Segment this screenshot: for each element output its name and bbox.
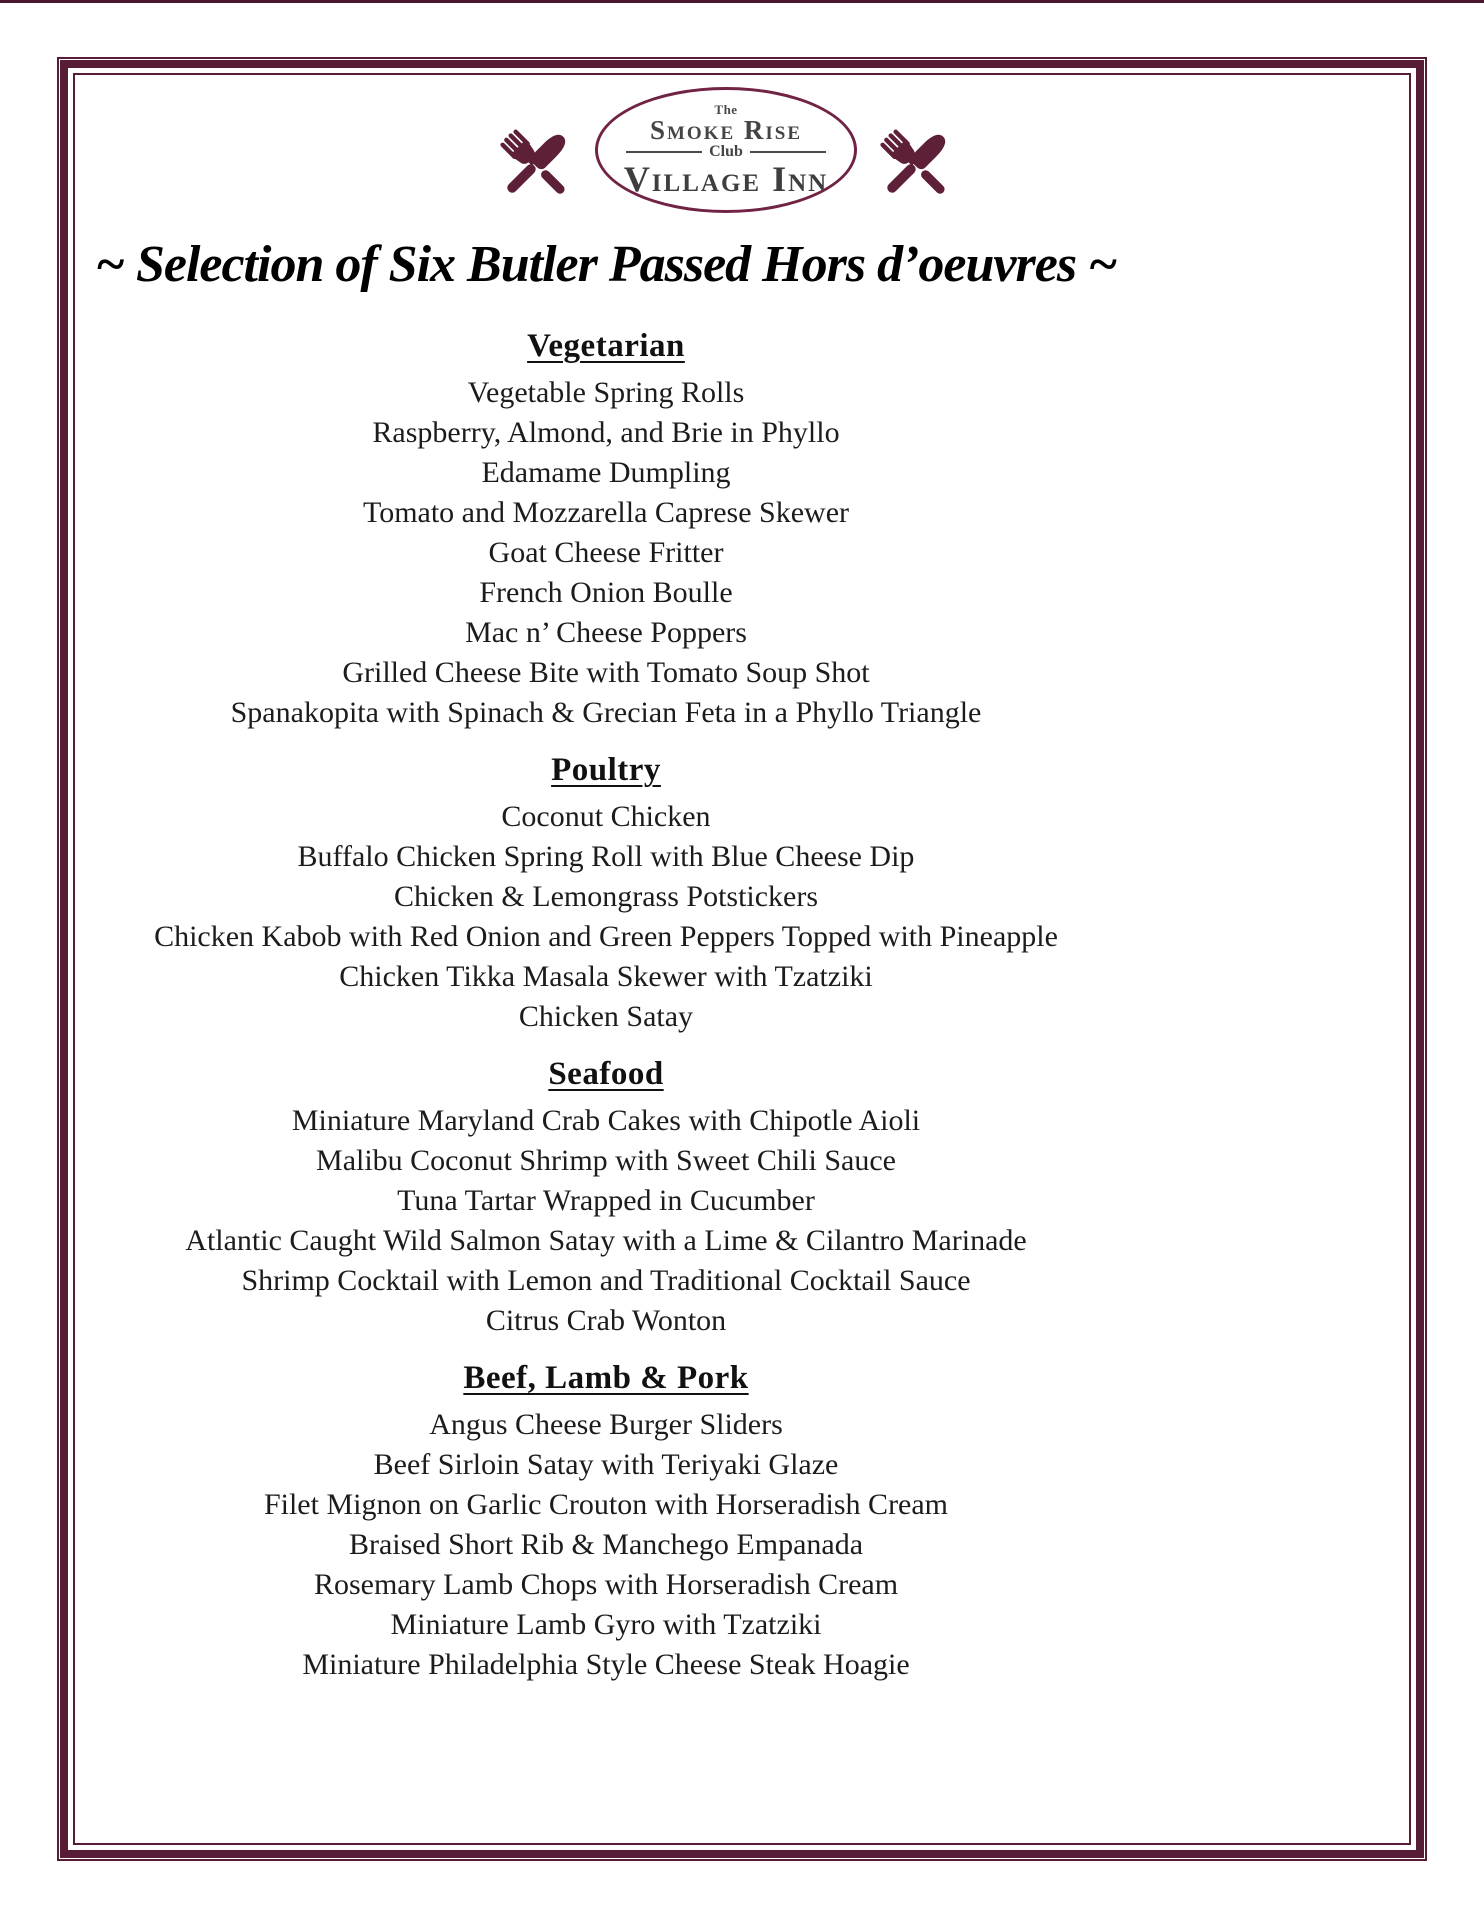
page-title: ~ Selection of Six Butler Passed Hors d’oeuvres ~ bbox=[95, 236, 1117, 293]
menu-item: Buffalo Chicken Spring Roll with Blue Cheese Dip bbox=[297, 840, 915, 873]
menu-body bbox=[75, 233, 1137, 1685]
menu-item: Malibu Coconut Shrimp with Sweet Chili Sauce bbox=[316, 1144, 896, 1177]
decorative-border-band bbox=[60, 60, 1424, 1858]
page-top-edge-line bbox=[0, 0, 1484, 3]
section-items bbox=[75, 797, 1137, 1037]
menu-item: Beef Sirloin Satay with Teriyaki Glaze bbox=[373, 1448, 839, 1481]
menu-item: Goat Cheese Fritter bbox=[488, 536, 724, 569]
menu-item: Mac n’ Cheese Poppers bbox=[465, 616, 747, 649]
club-logo-oval bbox=[595, 87, 857, 213]
menu-item: Chicken Tikka Masala Skewer with Tzatziki bbox=[339, 960, 873, 993]
logo-header bbox=[495, 87, 957, 213]
menu-item: Rosemary Lamb Chops with Horseradish Cream bbox=[313, 1568, 899, 1601]
menu-item: Raspberry, Almond, and Brie in Phyllo bbox=[372, 416, 840, 449]
section-items bbox=[75, 1405, 1137, 1685]
menu-item: Atlantic Caught Wild Salmon Satay with a Lime & Cilantro Marinade bbox=[185, 1224, 1027, 1257]
menu-item: Vegetable Spring Rolls bbox=[467, 376, 745, 409]
logo-inn-name: Village Inn bbox=[623, 158, 829, 199]
section-seafood bbox=[75, 1055, 1137, 1341]
logo-the-label: The bbox=[714, 101, 738, 117]
divider-line-left bbox=[626, 151, 702, 153]
menu-item: Miniature Maryland Crab Cakes with Chipotle Aioli bbox=[291, 1104, 921, 1137]
section-poultry bbox=[75, 751, 1137, 1037]
menu-item: Chicken Kabob with Red Onion and Green Peppers Topped with Pineapple bbox=[154, 920, 1058, 953]
section-items bbox=[75, 1101, 1137, 1341]
menu-item: Shrimp Cocktail with Lemon and Traditional Cocktail Sauce bbox=[241, 1264, 971, 1297]
section-items bbox=[75, 373, 1137, 733]
menu-item: French Onion Boulle bbox=[479, 576, 733, 609]
decorative-border-frame bbox=[57, 57, 1427, 1861]
menu-item: Angus Cheese Burger Sliders bbox=[429, 1408, 783, 1441]
menu-item: Chicken Satay bbox=[518, 1000, 694, 1033]
section-heading: Beef, Lamb & Pork bbox=[463, 1360, 749, 1396]
section-vegetarian bbox=[75, 327, 1137, 733]
logo-club-divider bbox=[626, 144, 826, 160]
section-beef-lamb-pork bbox=[75, 1359, 1137, 1685]
menu-item: Filet Mignon on Garlic Crouton with Horseradish Cream bbox=[263, 1488, 949, 1521]
menu-item: Braised Short Rib & Manchego Empanada bbox=[348, 1528, 864, 1561]
menu-item: Citrus Crab Wonton bbox=[485, 1304, 727, 1337]
menu-item: Edamame Dumpling bbox=[481, 456, 731, 489]
decorative-border-inner-line bbox=[73, 73, 1411, 1845]
divider-line-right bbox=[750, 151, 826, 153]
menu-item: Miniature Lamb Gyro with Tzatziki bbox=[390, 1608, 822, 1641]
menu-item: Chicken & Lemongrass Potstickers bbox=[393, 880, 819, 913]
logo-club-word: Club bbox=[709, 142, 743, 160]
section-heading: Seafood bbox=[548, 1056, 664, 1092]
menu-item: Spanakopita with Spinach & Grecian Feta in a Phyllo Triangle bbox=[230, 696, 982, 729]
menu-content bbox=[75, 75, 1409, 1843]
section-heading: Poultry bbox=[551, 752, 661, 788]
crossed-fork-knife-icon bbox=[495, 121, 577, 207]
menu-item: Miniature Philadelphia Style Cheese Steak Hoagie bbox=[302, 1648, 910, 1681]
menu-item: Coconut Chicken bbox=[501, 800, 711, 833]
section-heading: Vegetarian bbox=[527, 328, 685, 364]
logo-club-name: Smoke Rise bbox=[649, 114, 803, 145]
menu-item: Tuna Tartar Wrapped in Cucumber bbox=[397, 1184, 815, 1217]
crossed-fork-knife-icon bbox=[875, 121, 957, 207]
menu-item: Grilled Cheese Bite with Tomato Soup Shot bbox=[342, 656, 870, 689]
menu-item: Tomato and Mozzarella Caprese Skewer bbox=[362, 496, 850, 529]
